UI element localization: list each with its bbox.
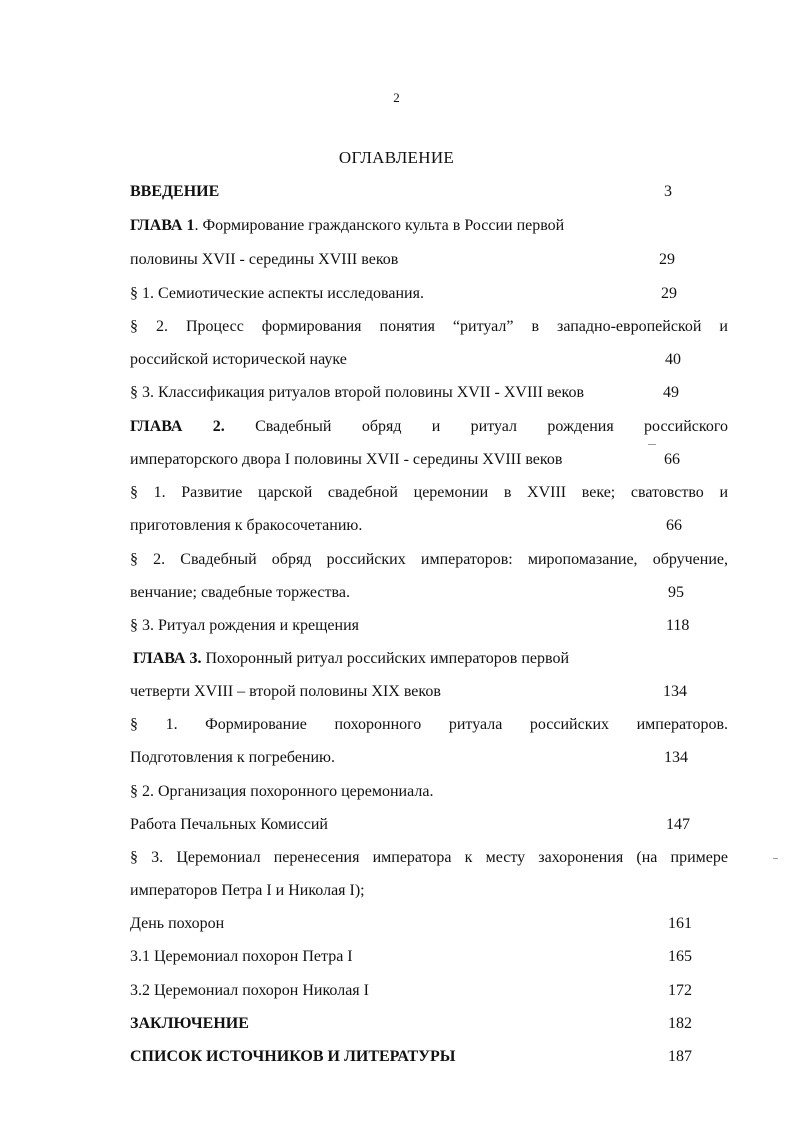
toc-entry-line: [130, 681, 728, 703]
entry-text: приготовления к бракосочетанию.: [130, 517, 363, 534]
toc-entry-line: [130, 449, 650, 471]
entry-text: § 1. Формирование похоронного ритуала российских императоров.: [130, 716, 728, 733]
toc-entry-line: [130, 880, 728, 902]
entry-page: 66: [666, 517, 682, 534]
entry-text: § 1. Развитие царской свадебной церемонии в XVIII веке; сватовство и: [130, 484, 728, 501]
toc-entry-line: [130, 747, 728, 769]
scan-speck: [648, 444, 656, 445]
entry-title: ЗАКЛЮЧЕНИЕ: [130, 1015, 249, 1032]
toc-entry-section: [130, 781, 728, 803]
toc-entry-line: [130, 980, 728, 1002]
toc-entry-section: [130, 482, 728, 504]
entry-title: СПИСОК ИСТОЧНИКОВ И ЛИТЕРАТУРЫ: [130, 1048, 456, 1065]
entry-text: венчание; свадебные торжества.: [130, 584, 350, 601]
toc-entry-chapter-2: [130, 416, 728, 438]
toc-entry-bibliography: [130, 1046, 728, 1068]
toc-entry-line: [130, 946, 728, 968]
toc-entry-line: [130, 582, 728, 604]
entry-text: половины XVII - середины XVIII веков: [130, 251, 399, 268]
entry-page: 134: [664, 749, 688, 766]
toc-entry-introduction: [130, 181, 728, 203]
entry-text: 3.1 Церемониал похорон Петра I: [130, 948, 353, 965]
entry-page: 161: [668, 915, 692, 932]
entry-page: 134: [663, 683, 687, 700]
entry-text: § 2. Свадебный обряд российских императоров: миропомазание, обручение,: [130, 551, 728, 568]
entry-text: § 3. Церемониал перенесения императора к месту захоронения (на примере: [130, 849, 728, 866]
entry-page: 182: [668, 1015, 692, 1032]
toc-entry-line: [130, 515, 728, 537]
toc-entry-section: [130, 549, 728, 571]
entry-text: § 2. Процесс формирования понятия “ритуал” в западно-европейской и: [130, 318, 728, 335]
scan-speck: [773, 858, 778, 859]
entry-page: 49: [663, 384, 679, 401]
toc-entry-line: [130, 814, 728, 836]
entry-text: § 3. Ритуал рождения и крещения: [130, 617, 359, 634]
entry-text: Подготовления к погребению.: [130, 749, 335, 766]
toc-entry-section: [130, 615, 728, 637]
entry-title: ГЛАВА 2.: [130, 418, 225, 435]
entry-title: ВВЕДЕНИЕ: [130, 183, 220, 200]
entry-page: 29: [661, 285, 677, 302]
toc-entry-chapter-3: [133, 648, 731, 670]
entry-text: императорского двора I половины XVII - середины XVIII веков: [130, 451, 563, 468]
entry-text: четверти XVIII – второй половины XIX веков: [130, 683, 441, 700]
entry-text: российской исторической науке: [130, 351, 347, 368]
entry-title: ГЛАВА 1: [130, 217, 195, 234]
entry-title: ГЛАВА 3.: [133, 650, 202, 667]
toc-entry-conclusion: [130, 1013, 728, 1035]
toc-heading: ОГЛАВЛЕНИЕ: [338, 148, 455, 167]
entry-text: . Формирование гражданского культа в России первой: [194, 217, 565, 234]
entry-page: 95: [668, 584, 684, 601]
toc-entry-line: [130, 913, 728, 935]
entry-page: 118: [666, 617, 690, 634]
entry-text: § 3. Классификация ритуалов второй половины XVII - XVIII веков: [130, 384, 585, 401]
entry-page: 172: [668, 982, 692, 999]
toc-entry-section: [130, 847, 728, 869]
entry-text: Похоронный ритуал российских императоров первой: [201, 650, 570, 667]
toc-entry-section: [130, 382, 650, 404]
entry-page: 165: [668, 948, 692, 965]
page-number: 2: [393, 90, 400, 105]
entry-page: 66: [664, 451, 680, 468]
toc-entry-section: [130, 316, 728, 338]
entry-page: 187: [668, 1048, 692, 1065]
toc-entry-chapter-1: [130, 215, 728, 237]
entry-page: 147: [666, 816, 690, 833]
entry-text: Работа Печальных Комиссий: [130, 816, 328, 833]
toc-entry-section: [130, 714, 728, 736]
entry-page: 3: [664, 183, 672, 200]
entry-text: императоров Петра I и Николая I);: [130, 882, 365, 899]
toc-entry-line: [130, 249, 728, 271]
toc-entry-line: [130, 349, 728, 371]
entry-page: 40: [665, 351, 681, 368]
entry-text: 3.2 Церемониал похорон Николая I: [130, 982, 369, 999]
entry-text: Свадебный обряд и ритуал рождения российского: [224, 418, 728, 435]
entry-text: § 1. Семиотические аспекты исследования.: [130, 285, 424, 302]
entry-text: § 2. Организация похоронного церемониала.: [130, 783, 434, 800]
toc-entry-section: [130, 283, 728, 305]
entry-page: 29: [659, 251, 675, 268]
entry-text: День похорон: [130, 915, 225, 932]
